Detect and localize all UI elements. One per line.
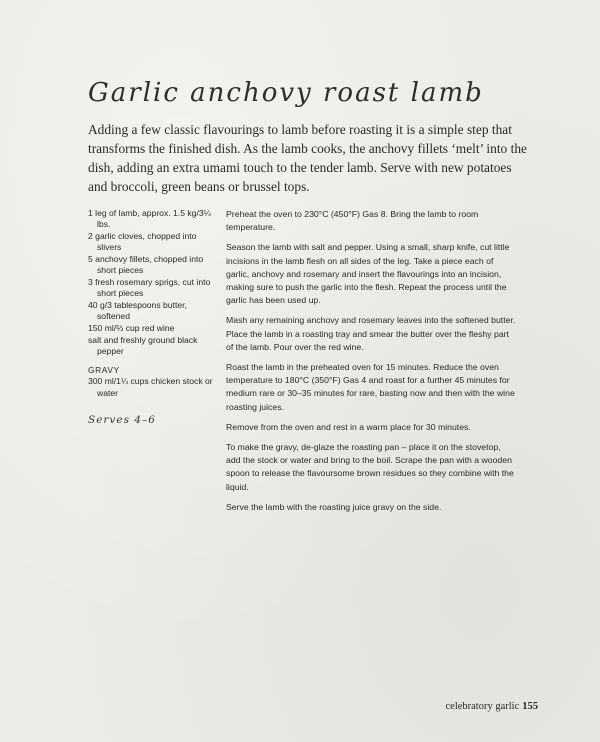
method-step: Season the lamb with salt and pepper. Using a small, sharp knife, cut little incisions in the lamb flesh on all sides of the leg. Take a piece each of garlic, anchovy and rosemary and insert the flavourings into an incision, making sure to push the garlic into the flesh. Repeat the process until the garlic has been used up. xyxy=(226,242,510,306)
footer-section-title: celebratory garlic xyxy=(445,701,520,712)
method-steps xyxy=(226,208,516,521)
method-step: Mash any remaining anchovy and rosemary leaves into the softened butter. Place the lamb in a roasting tray and smear the butter over the fleshy part of the lamb. Pour over the red wine. xyxy=(226,315,516,352)
ingredients-list xyxy=(88,208,218,426)
recipe-title: Garlic anchovy roast lamb xyxy=(88,78,484,108)
method-step: To make the gravy, de-glaze the roasting pan – place it on the stovetop, add the stock or water and bring to the boil. Scrape the pan with a wooden spoon to release the flavoursome brown residues so they combine with the liquid. xyxy=(226,442,514,492)
ingredient-item: 150 ml/⅔ cup red wine xyxy=(88,323,175,333)
ingredient-item: 5 anchovy fillets, chopped into short pieces xyxy=(88,254,204,276)
ingredient-item: 3 fresh rosemary sprigs, cut into short pieces xyxy=(88,277,211,299)
recipe-intro: Adding a few classic flavourings to lamb before roasting it is a simple step that transforms the finished dish. As the lamb cooks, the anchovy fillets ‘melt’ into the dish, adding an extra umami touch to the tender lamb. Serve with new potatoes and broccoli, green beans or brussel tops. xyxy=(88,122,527,194)
ingredient-item: 40 g/3 tablespoons butter, softened xyxy=(88,300,187,322)
gravy-heading: GRAVY xyxy=(88,365,120,376)
gravy-ingredient-item: 300 ml/1¼ cups chicken stock or water xyxy=(88,376,213,398)
method-step: Serve the lamb with the roasting juice gravy on the side. xyxy=(226,501,442,512)
ingredient-item: 2 garlic cloves, chopped into slivers xyxy=(88,231,197,253)
ingredient-item: 1 leg of lamb, approx. 1.5 kg/3¼ lbs. xyxy=(88,208,211,230)
page-number: 155 xyxy=(522,701,538,712)
serves-note: Serves 4–6 xyxy=(88,413,156,426)
method-step: Preheat the oven to 230°C (450°F) Gas 8. Bring the lamb to room temperature. xyxy=(226,209,479,233)
method-step: Remove from the oven and rest in a warm place for 30 minutes. xyxy=(226,421,471,432)
page-footer xyxy=(446,701,539,712)
method-step: Roast the lamb in the preheated oven for 15 minutes. Reduce the oven temperature to 180°C (350°F) Gas 4 and roast for a further 45 minutes for medium rare or 30–35 minutes for rare, basting now and then with the wine roasting juices. xyxy=(226,362,515,412)
ingredient-item: salt and freshly ground black pepper xyxy=(88,334,198,356)
